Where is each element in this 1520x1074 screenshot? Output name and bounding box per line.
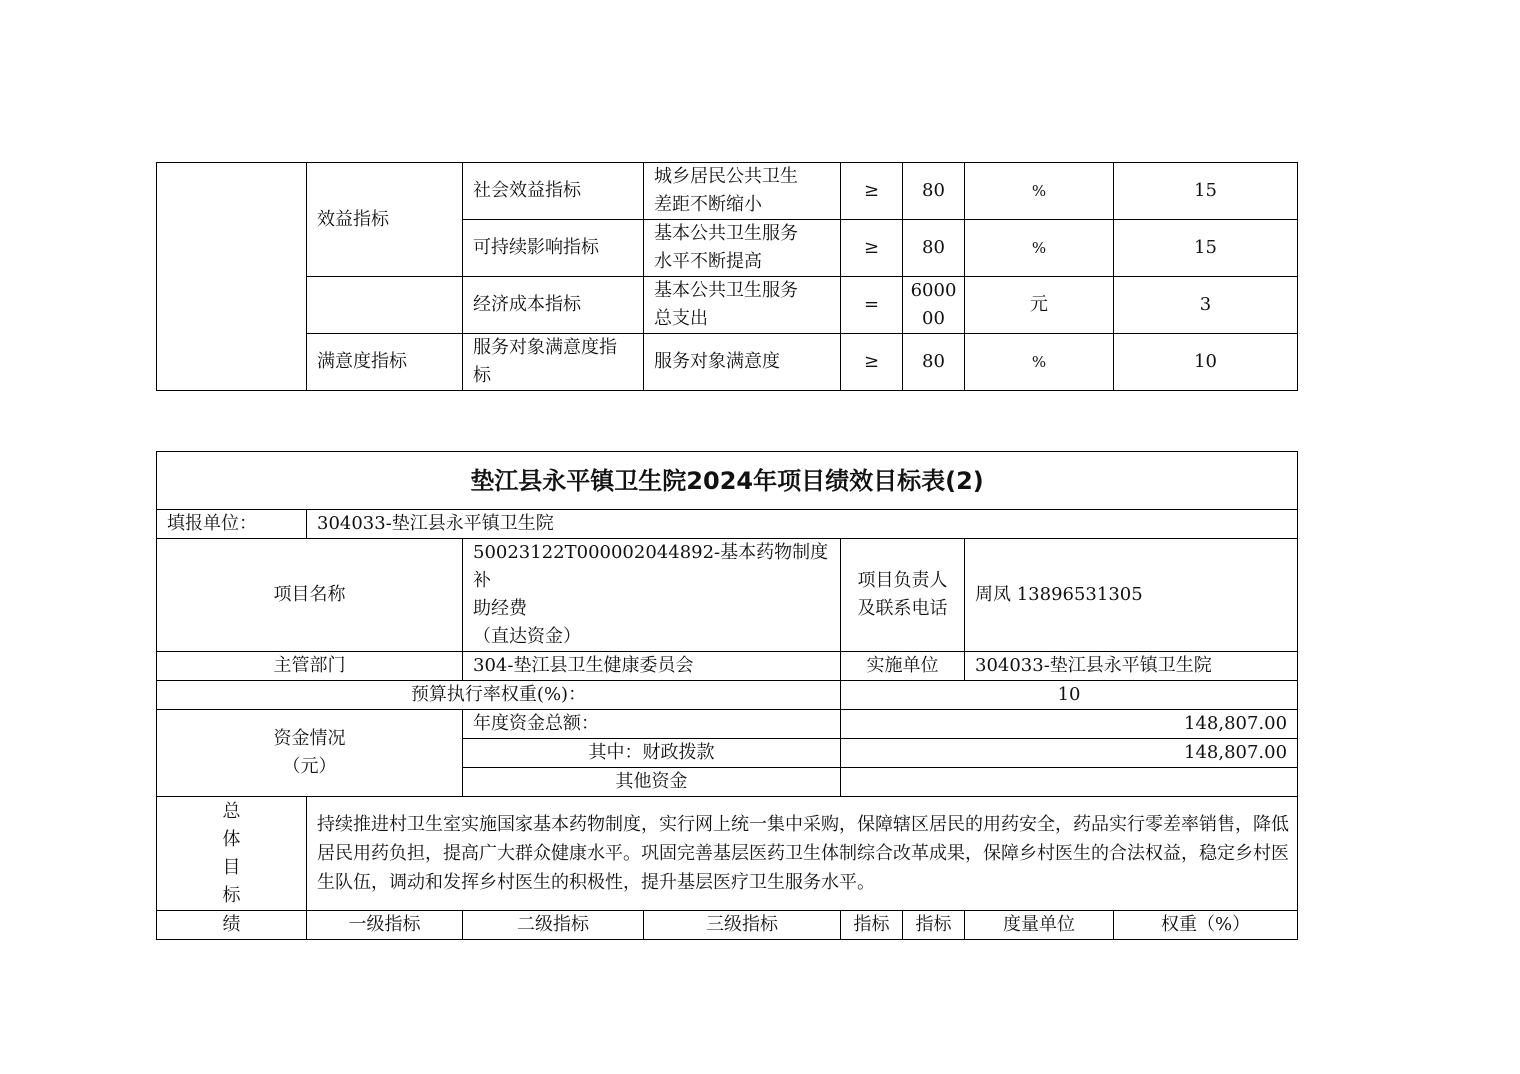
header-level1: 一级指标 <box>307 911 463 940</box>
table-row <box>157 334 1298 391</box>
level1-cell: 满意度指标 <box>307 334 463 391</box>
weight-cell: 15 <box>1114 163 1298 220</box>
contact-value: 周凤 13896531305 <box>965 539 1298 652</box>
header-unit: 度量单位 <box>965 911 1114 940</box>
fiscal-label: 其中：财政拨款 <box>463 739 841 768</box>
impl-value: 304033-垫江县永平镇卫生院 <box>965 652 1298 681</box>
table-row <box>157 163 1298 220</box>
unit-cell: % <box>965 220 1114 277</box>
header-indicator-value: 指标 <box>903 911 965 940</box>
project-name-label: 项目名称 <box>157 539 463 652</box>
table-row <box>157 539 1298 652</box>
value-cell: 80 <box>903 334 965 391</box>
fill-unit-value: 304033-垫江县永平镇卫生院 <box>307 510 1298 539</box>
funds-label: 资金情况 （元） <box>157 710 463 797</box>
weight-cell: 3 <box>1114 277 1298 334</box>
header-weight: 权重（%） <box>1114 911 1298 940</box>
project-performance-table <box>156 451 1298 940</box>
performance-label-cell <box>157 163 307 391</box>
value-cell: 6000 00 <box>903 277 965 334</box>
level1-cell <box>307 277 463 334</box>
table-row <box>157 510 1298 539</box>
operator-cell: ≥ <box>841 220 903 277</box>
contact-label: 项目负责人 及联系电话 <box>841 539 965 652</box>
level2-cell: 服务对象满意度指 标 <box>463 334 644 391</box>
fiscal-value: 148,807.00 <box>841 739 1298 768</box>
operator-cell: ≥ <box>841 334 903 391</box>
title-row <box>157 452 1298 510</box>
header-row <box>157 911 1298 940</box>
overall-goal-text: 持续推进村卫生室实施国家基本药物制度，实行网上统一集中采购，保障辖区居民的用药安全，药品实行零差率销售，降低居民用药负担，提高广大群众健康水平。巩固完善基层医药卫生体制综合改革成果，保障乡村医生的合法权益，稳定乡村医生队伍，调动和发挥乡村医生的积极性，提升基层医疗卫生服务水平。 <box>307 797 1298 911</box>
level3-cell: 服务对象满意度 <box>644 334 841 391</box>
weight-cell: 10 <box>1114 334 1298 391</box>
annual-total-value: 148,807.00 <box>841 710 1298 739</box>
dept-label: 主管部门 <box>157 652 463 681</box>
dept-value: 304-垫江县卫生健康委员会 <box>463 652 841 681</box>
level2-cell: 社会效益指标 <box>463 163 644 220</box>
level1-cell: 效益指标 <box>307 163 463 277</box>
overall-goal-label: 总 体 目 标 <box>157 797 307 911</box>
fill-unit-label: 填报单位： <box>157 510 307 539</box>
budget-weight-label: 预算执行率权重(%)： <box>157 681 841 710</box>
header-performance: 绩 <box>157 911 307 940</box>
value-cell: 80 <box>903 163 965 220</box>
level3-cell: 基本公共卫生服务 水平不断提高 <box>644 220 841 277</box>
header-level3: 三级指标 <box>644 911 841 940</box>
impl-label: 实施单位 <box>841 652 965 681</box>
table-row <box>157 277 1298 334</box>
operator-cell: ≥ <box>841 163 903 220</box>
level2-cell: 经济成本指标 <box>463 277 644 334</box>
value-cell: 80 <box>903 220 965 277</box>
indicator-table-continued <box>156 162 1298 391</box>
project-name-value: 50023122T000002044892-基本药物制度补 助经费 （直达资金） <box>463 539 841 652</box>
table-row <box>157 797 1298 911</box>
unit-cell: % <box>965 163 1114 220</box>
table-row <box>157 710 1298 739</box>
weight-cell: 15 <box>1114 220 1298 277</box>
header-indicator-op: 指标 <box>841 911 903 940</box>
unit-cell: 元 <box>965 277 1114 334</box>
table-row <box>157 681 1298 710</box>
table-row <box>157 652 1298 681</box>
level3-cell: 基本公共卫生服务 总支出 <box>644 277 841 334</box>
operator-cell: = <box>841 277 903 334</box>
budget-weight-value: 10 <box>841 681 1298 710</box>
level2-cell: 可持续影响指标 <box>463 220 644 277</box>
header-level2: 二级指标 <box>463 911 644 940</box>
level3-cell: 城乡居民公共卫生 差距不断缩小 <box>644 163 841 220</box>
other-funds-label: 其他资金 <box>463 768 841 797</box>
annual-total-label: 年度资金总额： <box>463 710 841 739</box>
unit-cell: % <box>965 334 1114 391</box>
other-funds-value <box>841 768 1298 797</box>
table-title: 垫江县永平镇卫生院2024年项目绩效目标表(2) <box>157 452 1298 510</box>
